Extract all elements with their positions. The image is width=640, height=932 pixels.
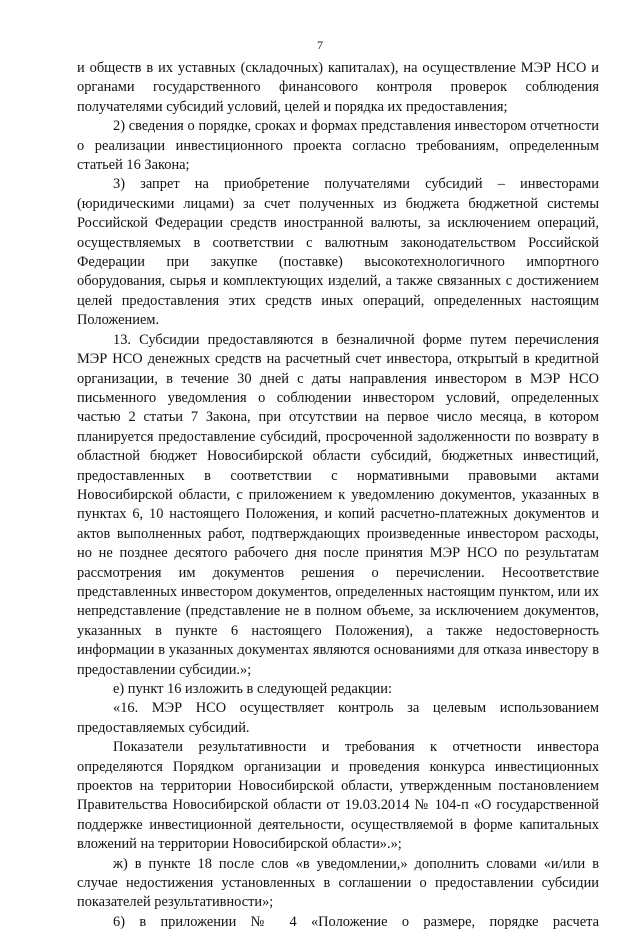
document-body [77,59,599,932]
paragraph-performance-indicators: Показатели результативности и требования к отчетности инвестора определяются Порядком организации и проведения конкурса инвестиционных проектов на территории Новосибирской области, утвержденным постановлением Правительства Новосибирской области от 19.03.2014 № 104-п «О государственной поддержке инвестиционной деятельности, осуществляемой в форме капитальных вложений на территории Новосибирской области».»; [77,739,599,853]
paragraph-item-2: 2) сведения о порядке, сроках и формах представления инвестором отчетности о реализации инвестиционного проекта согласно требованиям, определенным статьей 16 Закона; [77,118,599,174]
paragraph-item-3: 3) запрет на приобретение получателями субсидий – инвесторами (юридическими лицами) за счет полученных из бюджета бюджетной системы Российской Федерации средств иностранной валюты, за исключением операций, осуществляемых в соответствии с валютным законодательством Российской Федерации при закупке (поставке) высокотехнологичного импортного оборудования, сырья и комплектующих изделий, а также связанных с достижением целей предоставления этих средств иных операций, определенных настоящим Положением. [77,176,599,329]
paragraph-clause-13: 13. Субсидии предоставляются в безналичной форме путем перечисления МЭР НСО денежных средств на расчетный счет инвестора, открытый в кредитной организации, в течение 30 дней с даты направления инвестором в МЭР НСО письменного уведомления о соблюдении инвестором условий, определенных частью 2 статьи 7 Закона, при отсутствии на первое число месяца, в котором планируется предоставление субсидий, просроченной задолженности по возврату в областной бюджет Новосибирской области субсидий, бюджетных инвестиций, предоставленных в соответствии с нормативными правовыми актами Новосибирской области, с приложением к уведомлению документов, указанных в пунктах 6, 10 настоящего Положения, и копий расчетно-платежных документов и актов выполненных работ, подтверждающих произведенные инвестором расходы, но не позднее десятого рабочего дня после принятия МЭР НСО по результатам рассмотрения им документов решения о перечислении. Несоответствие представленных инвестором документов, определенных настоящим пунктом, или их непредставление (представление не в полном объеме, за исключением документов, указанных в пункте 6 настоящего Положения), а также недостоверность информации в указанных документах являются основаниями для отказа инвестору в предоставлении субсидии.»; [77,331,599,678]
paragraph-item-6: 6) в приложении № 4 «Положение о размере, порядке расчета [113,913,599,930]
paragraph-clause-16: «16. МЭР НСО осуществляет контроль за целевым использованием предоставляемых субсидий. [77,700,599,736]
page-number: 7 [317,38,323,52]
paragraph-continuation: и обществ в их уставных (складочных) капиталах), на осуществление МЭР НСО и органами государственного финансового контроля проверок соблюдения получателями субсидий условий, целей и порядка их предоставления; [77,60,599,115]
paragraph-subitem-zh: ж) в пункте 18 после слов «в уведомлении,» дополнить словами «и/или в случае недостижения установленных в соглашении о предоставлении субсидии показателей результативности»; [77,855,599,911]
paragraph-subitem-e: е) пункт 16 изложить в следующей редакции: [113,681,392,697]
